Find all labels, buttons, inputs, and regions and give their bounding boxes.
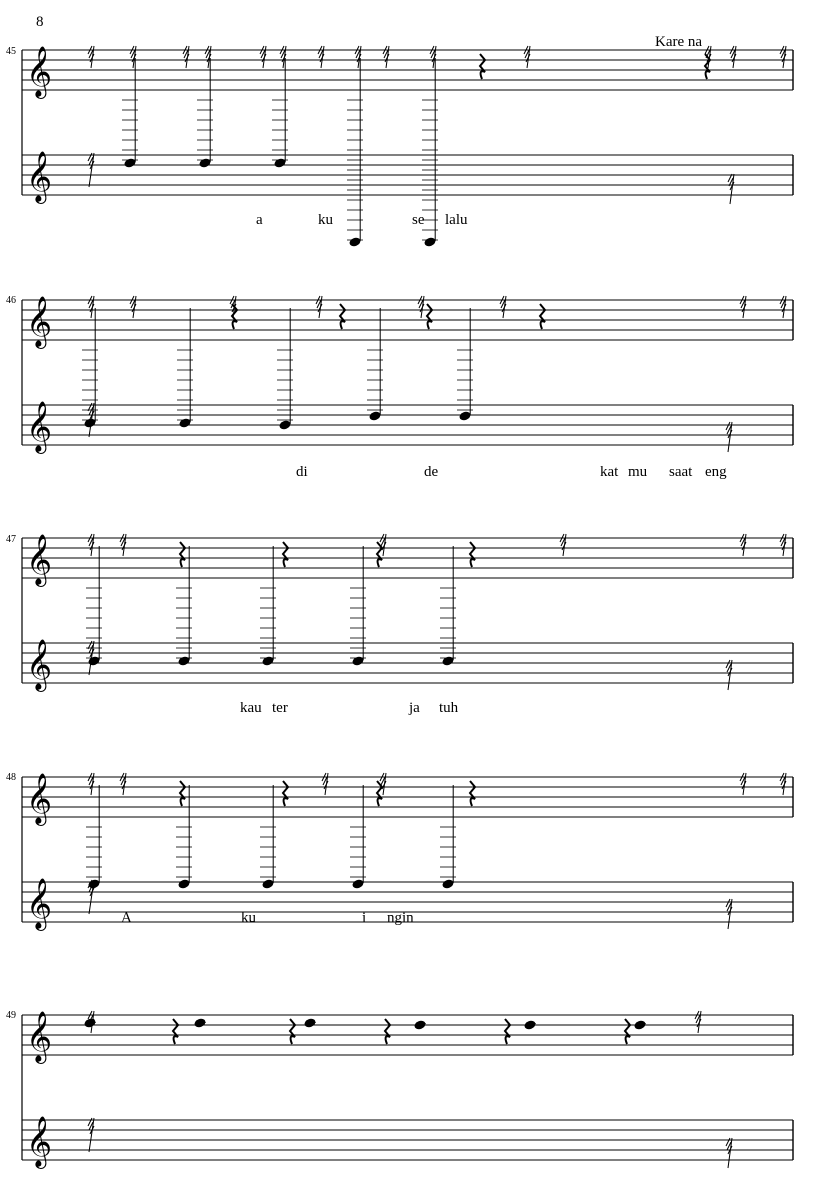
notehead xyxy=(177,878,190,889)
lyric-syllable: A xyxy=(121,910,132,926)
small-rest-mark xyxy=(383,46,389,68)
quarter-rest xyxy=(540,304,545,329)
quarter-rest xyxy=(480,54,485,79)
small-rest-mark xyxy=(500,296,506,318)
small-rest-mark xyxy=(740,296,746,318)
notehead xyxy=(441,655,454,666)
lyric-syllable: de xyxy=(424,464,439,480)
quarter-rest xyxy=(180,542,185,567)
notehead xyxy=(423,236,436,247)
small-rest-mark xyxy=(322,773,328,795)
notehead xyxy=(523,1019,536,1030)
notehead xyxy=(261,655,274,666)
lower-staff-rest xyxy=(726,1138,732,1168)
quarter-rest xyxy=(173,1019,178,1044)
measure-number: 48 xyxy=(6,772,16,783)
lyric-syllable: ja xyxy=(409,700,420,716)
small-rest-mark xyxy=(418,296,424,318)
small-rest-mark xyxy=(560,534,566,556)
treble-clef-icon: 𝄞 xyxy=(26,1011,53,1062)
small-rest-mark xyxy=(88,46,94,68)
treble-clef-icon: 𝄞 xyxy=(26,1116,53,1167)
small-rest-mark xyxy=(120,534,126,556)
lyric-syllable: i xyxy=(362,910,367,926)
lyric-syllable: se xyxy=(412,212,425,228)
lower-staff-rest xyxy=(726,660,732,690)
notehead xyxy=(178,417,191,428)
notehead xyxy=(87,655,100,666)
small-rest-mark xyxy=(88,773,94,795)
lyric-syllable: ngin xyxy=(387,910,414,926)
notehead xyxy=(351,655,364,666)
small-rest-mark xyxy=(780,46,786,68)
notehead xyxy=(441,878,454,889)
quarter-rest xyxy=(470,542,475,567)
small-rest-mark xyxy=(88,296,94,318)
small-rest-mark xyxy=(740,773,746,795)
quarter-rest xyxy=(290,1019,295,1044)
small-rest-mark xyxy=(780,534,786,556)
lower-staff-rest xyxy=(88,153,94,187)
lyric-syllable: kau xyxy=(240,700,262,716)
notehead xyxy=(633,1019,646,1030)
lower-staff-rest xyxy=(726,422,732,452)
notehead xyxy=(123,157,136,168)
notehead xyxy=(193,1017,206,1028)
small-rest-mark xyxy=(524,46,530,68)
small-rest-mark xyxy=(120,773,126,795)
staff-system xyxy=(22,534,793,692)
small-rest-mark xyxy=(730,46,736,68)
treble-clef-icon: 𝄞 xyxy=(26,639,53,690)
notehead xyxy=(198,157,211,168)
measure-number: 46 xyxy=(6,295,16,306)
quarter-rest xyxy=(377,542,382,567)
small-rest-mark xyxy=(740,534,746,556)
notehead xyxy=(413,1019,426,1030)
small-rest-mark xyxy=(380,534,386,556)
quarter-rest xyxy=(232,304,237,329)
lyric-syllable: kat xyxy=(600,464,619,480)
quarter-rest xyxy=(427,304,432,329)
lyric-syllable: ku xyxy=(318,212,333,228)
quarter-rest xyxy=(340,304,345,329)
lyric-syllable: eng xyxy=(705,464,727,480)
lyric-syllable: saat xyxy=(669,464,693,480)
lyric-upper: Kare na xyxy=(655,34,703,50)
lyric-syllable: tuh xyxy=(439,700,459,716)
lower-staff-rest xyxy=(726,899,732,929)
quarter-rest xyxy=(385,1019,390,1044)
treble-clef-icon: 𝄞 xyxy=(26,46,53,97)
lyric-syllable: ku xyxy=(241,910,256,926)
page-number: 8 xyxy=(36,14,44,30)
measure-number: 45 xyxy=(6,46,16,57)
measure-number: 47 xyxy=(6,534,16,545)
staff-system xyxy=(22,1011,793,1169)
staff-system xyxy=(22,296,793,454)
staff-system xyxy=(22,773,793,931)
notehead xyxy=(368,410,381,421)
small-rest-mark xyxy=(780,773,786,795)
small-rest-mark xyxy=(130,296,136,318)
lyric-syllable: lalu xyxy=(445,212,468,228)
notehead xyxy=(278,419,291,430)
notehead xyxy=(351,878,364,889)
lower-staff-rest xyxy=(88,1118,94,1152)
notehead xyxy=(348,236,361,247)
small-rest-mark xyxy=(318,46,324,68)
notehead xyxy=(261,878,274,889)
lower-staff-rest xyxy=(728,174,734,204)
treble-clef-icon: 𝄞 xyxy=(26,401,53,452)
notehead xyxy=(273,157,286,168)
notehead xyxy=(303,1017,316,1028)
lyric-syllable: mu xyxy=(628,464,648,480)
small-rest-mark xyxy=(260,46,266,68)
treble-clef-icon: 𝄞 xyxy=(26,151,53,202)
treble-clef-icon: 𝄞 xyxy=(26,773,53,824)
quarter-rest xyxy=(377,781,382,806)
notehead xyxy=(177,655,190,666)
small-rest-mark xyxy=(380,773,386,795)
lyric-syllable: ter xyxy=(272,700,288,716)
quarter-rest xyxy=(625,1019,630,1044)
quarter-rest xyxy=(283,781,288,806)
quarter-rest xyxy=(283,542,288,567)
treble-clef-icon: 𝄞 xyxy=(26,296,53,347)
small-rest-mark xyxy=(183,46,189,68)
staff-system xyxy=(22,46,793,248)
quarter-rest xyxy=(505,1019,510,1044)
small-rest-mark xyxy=(88,534,94,556)
quarter-rest xyxy=(180,781,185,806)
quarter-rest xyxy=(470,781,475,806)
treble-clef-icon: 𝄞 xyxy=(26,878,53,929)
small-rest-mark xyxy=(316,296,322,318)
small-rest-mark xyxy=(780,296,786,318)
lyric-syllable: di xyxy=(296,464,308,480)
notehead xyxy=(458,410,471,421)
treble-clef-icon: 𝄞 xyxy=(26,534,53,585)
measure-number: 49 xyxy=(6,1010,16,1021)
lyric-syllable: a xyxy=(256,212,263,228)
small-rest-mark xyxy=(695,1011,701,1033)
